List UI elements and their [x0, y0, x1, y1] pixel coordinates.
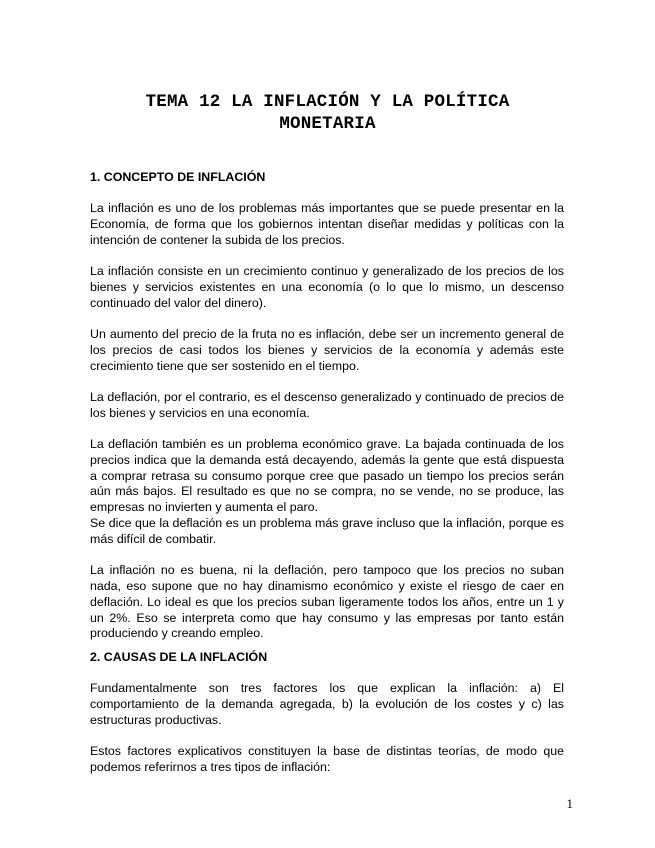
paragraph: La inflación consiste en un crecimiento continuo y generalizado de los precios de los bienes y servicios existentes en una economía (o lo que lo mismo, un descenso continuado del valor del dinero).: [90, 264, 564, 310]
document-body: [90, 170, 564, 776]
paragraph: Se dice que la deflación es un problema más grave incluso que la inflación, porque es más difícil de combatir.: [90, 516, 564, 546]
title-line-2: MONETARIA: [279, 114, 376, 134]
title-line-1: TEMA 12 LA INFLACIÓN Y LA POLÍTICA: [145, 92, 510, 112]
paragraph: La deflación también es un problema económico grave. La bajada continuada de los precios indica que la demanda está decayendo, además la gente que está dispuesta a comprar retrasa su consumo porque cree que pasado un tiempo los precios serán aún más bajos. El resultado es que no se compra, no se vende, no se produce, las empresas no invierten y aumenta el paro.: [90, 437, 564, 515]
page-number: 1: [566, 796, 573, 811]
section-heading-causas: 2. CAUSAS DE LA INFLACIÓN: [90, 650, 268, 665]
paragraph: Fundamentalmente son tres factores los que explican la inflación: a) El comportamiento de la demanda agregada, b) la evolución de los costes y c) las estructuras productivas.: [90, 681, 564, 728]
paragraph: La deflación, por el contrario, es el descenso generalizado y continuado de precios de los bienes y servicios en una economía.: [90, 389, 564, 420]
paragraph: Estos factores explicativos constituyen la base de distintas teorías, de modo que podemos referirnos a tres tipos de inflación:: [90, 744, 564, 775]
paragraph: La inflación no es buena, ni la deflación, pero tampoco que los precios no suban nada, eso supone que no hay dinamismo económico y existe el riesgo de caer en deflación. Lo ideal es que los precios suban ligeramente todos los años, entre un 1 y un 2%. Eso se interpreta como que hay consumo y las empresas por tanto están produciendo y creando empleo.: [90, 563, 564, 641]
paragraph: Un aumento del precio de la fruta no es inflación, debe ser un incremento general de los precios de casi todos los bienes y servicios de la economía y además este crecimiento tiene que ser sostenido en el tiempo.: [90, 327, 564, 373]
page-title: [60, 91, 595, 135]
paragraph: La inflación es uno de los problemas más importantes que se puede presentar en la Economía, de forma que los gobiernos intentan diseñar medidas y políticas con la intención de contener la subida de los precios.: [90, 201, 564, 247]
section-heading-concepto: 1. CONCEPTO DE INFLACIÓN: [90, 170, 266, 184]
